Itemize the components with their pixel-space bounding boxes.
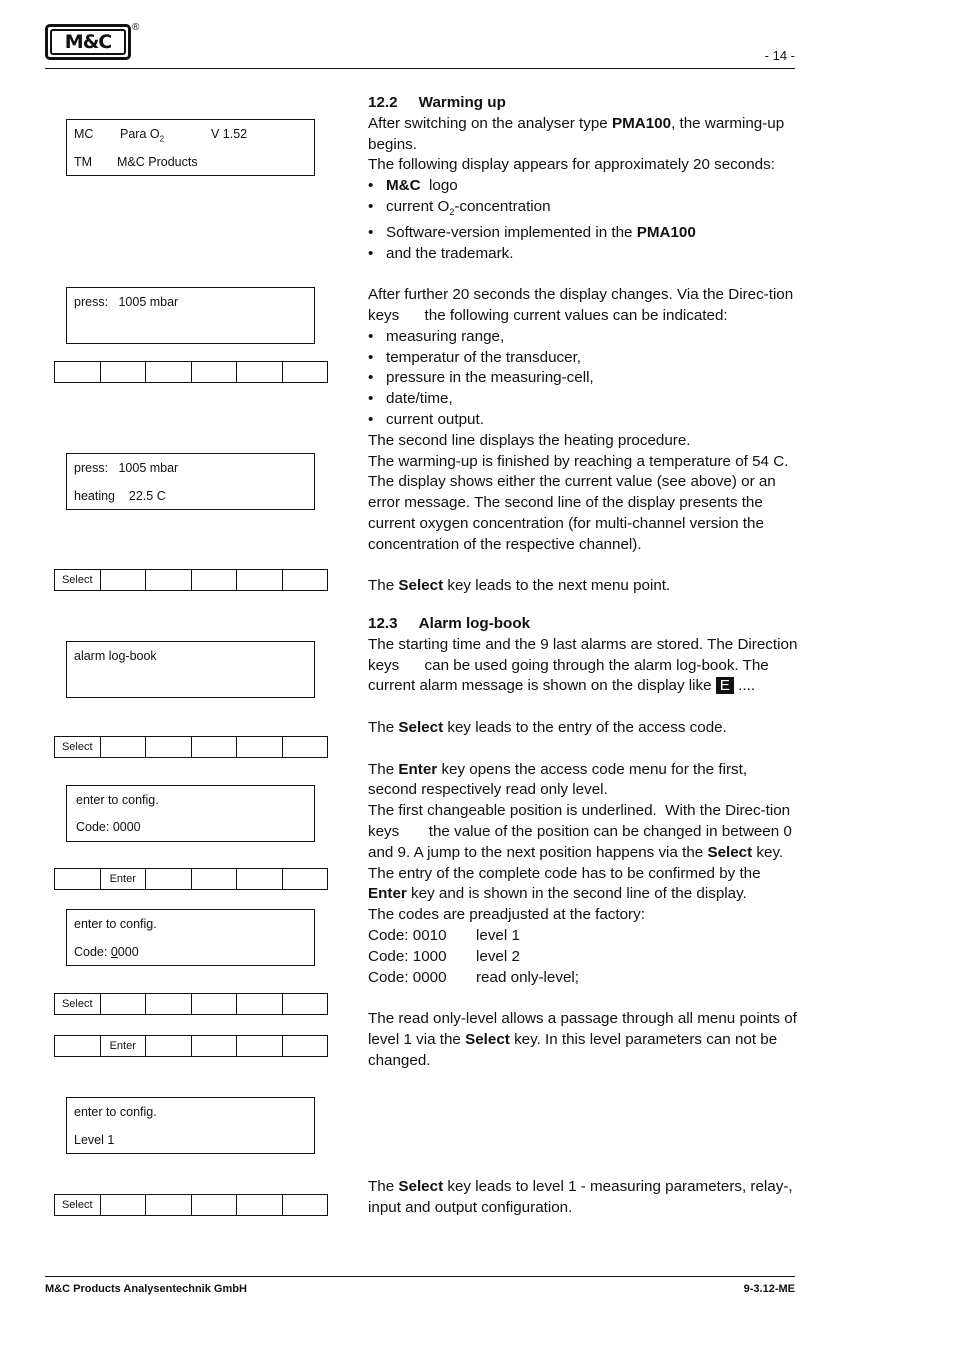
key-5[interactable]: [236, 362, 282, 382]
key-5[interactable]: [236, 869, 282, 889]
lcd-line-2: heating 22.5 C: [74, 489, 166, 503]
key-3[interactable]: [145, 994, 191, 1014]
lcd-display-alarm: [66, 641, 315, 698]
paragraph-level1: [368, 1177, 798, 1219]
lcd-line-1: press: 1005 mbar: [74, 295, 179, 309]
key-3[interactable]: [145, 1036, 191, 1056]
lcd-display-version: [66, 119, 315, 176]
lcd-text: TM: [74, 155, 93, 169]
keypad-row: [54, 1194, 328, 1216]
paragraph: The first changeable position is underlined. With the Direc-tion keys the value of the position can be changed in between 0 and 9. A jump to the next position happens via the Select key. The entry of the complete code has to be confirmed by the Enter key and is shown in the second line of the display.: [368, 802, 797, 903]
keypad-row: [54, 361, 328, 383]
key-4[interactable]: [191, 737, 237, 757]
key-5[interactable]: [236, 1195, 282, 1215]
keypad-row: [54, 569, 328, 591]
code-row: Code: 1000 level 2: [368, 947, 520, 965]
section-warming-up: [368, 93, 798, 597]
lcd-line-1: alarm log-book: [74, 649, 157, 663]
keypad-row: [54, 736, 328, 758]
key-2[interactable]: [100, 1195, 146, 1215]
bullet-item: • and the trademark.: [368, 244, 798, 265]
key-5[interactable]: [236, 737, 282, 757]
header-rule: [45, 68, 795, 69]
key-6[interactable]: [282, 869, 328, 889]
footer-doc-id: 9-3.12-ME: [743, 1283, 795, 1295]
paragraph: The Enter key opens the access code menu for the first, second respectively read only level.: [368, 760, 748, 799]
lcd-display-pressure: [66, 287, 315, 344]
mc-logo: [45, 24, 131, 60]
paragraph: The Select key leads to level 1 - measuring parameters, relay-, input and output configuration.: [368, 1178, 793, 1216]
key-6[interactable]: [282, 737, 328, 757]
key-5[interactable]: [236, 994, 282, 1014]
logo-text: M&C: [64, 31, 112, 53]
key-4[interactable]: [191, 1195, 237, 1215]
key-3[interactable]: [145, 362, 191, 382]
bullet-item: • Software-version implemented in the PMA100: [368, 223, 798, 244]
code-row: Code: 0010 level 1: [368, 926, 520, 944]
key-1[interactable]: [55, 1036, 100, 1056]
bullet-item: • measuring range,: [368, 327, 798, 348]
key-2[interactable]: [100, 362, 146, 382]
section-heading: 12.2 Warming up: [368, 94, 506, 111]
paragraph: The Select key leads to the entry of the access code.: [368, 718, 727, 736]
paragraph: The Select key leads to the next menu point.: [368, 577, 671, 595]
select-key[interactable]: Select: [61, 741, 93, 753]
key-4[interactable]: [191, 994, 237, 1014]
keypad-row: [54, 868, 328, 890]
error-indicator: E: [716, 677, 734, 694]
code-row: Code: 0000 read only-level;: [368, 968, 579, 986]
lcd-line-1: enter to config.: [74, 917, 157, 931]
registered-mark: ®: [132, 22, 140, 33]
lcd-line-2: Code: 0000: [76, 820, 141, 834]
key-2[interactable]: [100, 570, 146, 590]
paragraph: The following display appears for approximately 20 seconds:: [368, 156, 775, 174]
key-4[interactable]: [191, 362, 237, 382]
bullet-item: • current $O_2$-concentration: [368, 197, 798, 223]
footer-rule: [45, 1276, 795, 1277]
footer-company: M&C Products Analysentechnik GmbH: [45, 1283, 247, 1295]
bullet-item: • current output.: [368, 410, 798, 431]
select-key[interactable]: Select: [61, 998, 93, 1010]
lcd-text: MC: [74, 127, 94, 141]
key-6[interactable]: [282, 1036, 328, 1056]
enter-key[interactable]: Enter: [100, 1036, 146, 1056]
key-1[interactable]: [55, 869, 100, 889]
keypad-row: [54, 1035, 328, 1057]
lcd-line-1: enter to config.: [74, 1105, 157, 1119]
paragraph: After switching on the analyser type PMA100, the warming-up begins.: [368, 114, 785, 153]
page-number: - 14 -: [764, 48, 795, 63]
lcd-line-2: Level 1: [74, 1133, 115, 1147]
paragraph: The read only-level allows a passage through all menu points of level 1 via the Select key. In this level parameters can not be changed.: [368, 1010, 797, 1069]
key-5[interactable]: [236, 570, 282, 590]
lcd-display-level: [66, 1097, 315, 1154]
key-4[interactable]: [191, 570, 237, 590]
key-3[interactable]: [145, 869, 191, 889]
lcd-display-code-underlined: [66, 909, 315, 966]
keypad-row: [54, 993, 328, 1015]
lcd-line-1: enter to config.: [76, 793, 159, 807]
key-3[interactable]: [145, 737, 191, 757]
lcd-display-code: [66, 785, 315, 842]
key-5[interactable]: [236, 1036, 282, 1056]
key-4[interactable]: [191, 1036, 237, 1056]
bullet-item: • temperatur of the transducer,: [368, 348, 798, 369]
section-heading: 12.3 Alarm log-book: [368, 615, 531, 632]
key-6[interactable]: [282, 362, 328, 382]
key-3[interactable]: [145, 570, 191, 590]
paragraph: The starting time and the 9 last alarms are stored. The Direction keys can be used going through the alarm log-book. The current alarm message is shown on the display like E ....: [368, 635, 798, 695]
key-6[interactable]: [282, 570, 328, 590]
lcd-display-heating: [66, 453, 315, 510]
bullet-item: • M&C logo: [368, 176, 798, 197]
key-6[interactable]: [282, 1195, 328, 1215]
section-alarm-log-book: [368, 614, 798, 1072]
lcd-line-1: press: 1005 mbar: [74, 461, 179, 475]
key-3[interactable]: [145, 1195, 191, 1215]
lcd-text: M&C Products: [117, 155, 198, 169]
paragraph: The warming-up is finished by reaching a temperature of 54 C. The display shows either the current value (see above) or an error message. The second line of the display presents the current oxygen concentration (for multi-channel version the concentration of the respective channel).: [368, 452, 789, 553]
key-4[interactable]: [191, 869, 237, 889]
lcd-line-2: Code: 0000: [74, 945, 139, 959]
key-2[interactable]: [100, 994, 146, 1014]
paragraph: After further 20 seconds the display changes. Via the Direc-tion keys the following current values can be indicated:: [368, 286, 794, 324]
bullet-item: • pressure in the measuring-cell,: [368, 368, 798, 389]
select-key[interactable]: Select: [61, 1199, 93, 1211]
enter-key[interactable]: Enter: [100, 869, 146, 889]
key-1[interactable]: [55, 362, 100, 382]
select-key[interactable]: Select: [61, 574, 93, 586]
paragraph: The codes are preadjusted at the factory:: [368, 906, 645, 924]
key-2[interactable]: [100, 737, 146, 757]
lcd-text: Para $O_2$: [120, 127, 165, 144]
key-6[interactable]: [282, 994, 328, 1014]
lcd-text: V 1.52: [211, 127, 248, 141]
bullet-item: • date/time,: [368, 389, 798, 410]
paragraph: The second line displays the heating procedure.: [368, 431, 691, 449]
